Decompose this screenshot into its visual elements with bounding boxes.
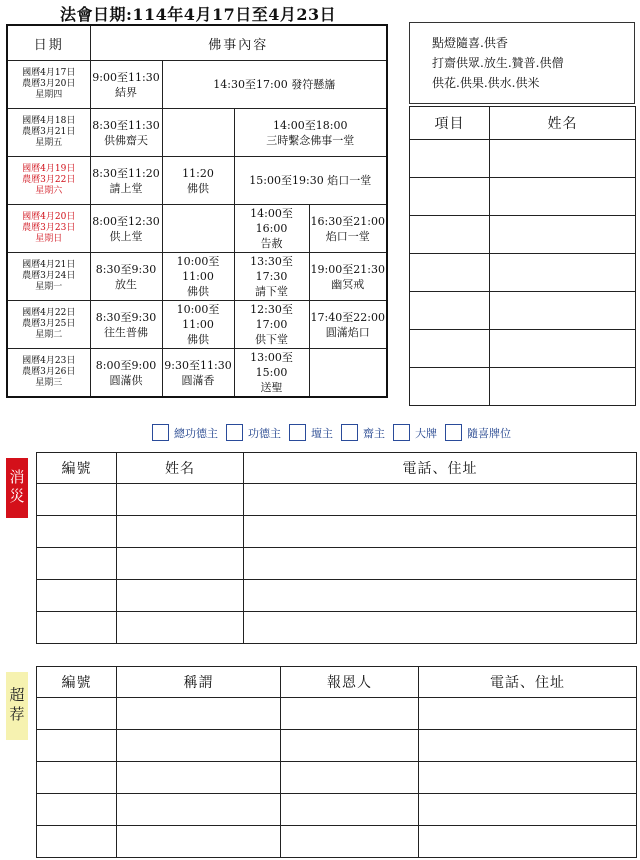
date-line: 星期四 xyxy=(35,90,63,100)
option-label: 總功德主 xyxy=(174,426,218,440)
chaojian-cell[interactable] xyxy=(281,762,419,794)
xiaozai-header-number: 編號 xyxy=(37,453,117,484)
date-line: 農曆3月25日 xyxy=(22,319,76,329)
chaojian-cell[interactable] xyxy=(37,826,117,858)
option-label: 功德主 xyxy=(248,426,281,440)
date-line: 農曆3月26日 xyxy=(22,367,76,377)
chaojian-cell[interactable] xyxy=(419,762,637,794)
date-line: 星期六 xyxy=(35,186,63,196)
chaojian-cell[interactable] xyxy=(117,698,281,730)
schedule-row xyxy=(7,61,387,109)
chaojian-label: 超荐 xyxy=(6,672,28,740)
event-line: 10:00至11:00 xyxy=(176,255,220,283)
lamp-header-item: 項目 xyxy=(410,107,490,140)
chaojian-cell[interactable] xyxy=(37,794,117,826)
lamp-offering-line: 點燈隨喜.供香 xyxy=(432,36,508,50)
lamp-name-cell[interactable] xyxy=(490,178,636,216)
event-cell xyxy=(309,253,387,301)
lamp-item-cell[interactable] xyxy=(410,292,490,330)
lamp-item-cell[interactable] xyxy=(410,330,490,368)
xiaozai-cell[interactable] xyxy=(37,612,117,644)
sponsor-option[interactable] xyxy=(226,424,281,441)
event-cell xyxy=(234,349,309,398)
lamp-header-row xyxy=(410,107,636,140)
schedule-row xyxy=(7,349,387,398)
event-line: 8:00至9:00 xyxy=(95,358,157,372)
lamp-row xyxy=(410,178,636,216)
chaojian-header-row xyxy=(37,667,637,698)
schedule-header-row xyxy=(7,25,387,61)
chaojian-header-filial: 報恩人 xyxy=(281,667,419,698)
date-line: 星期日 xyxy=(35,234,63,244)
lamp-row xyxy=(410,292,636,330)
chaojian-cell[interactable] xyxy=(117,730,281,762)
xiaozai-cell[interactable] xyxy=(117,516,244,548)
chaojian-cell[interactable] xyxy=(419,826,637,858)
lamp-table xyxy=(409,106,636,406)
schedule-date-cell xyxy=(7,205,90,253)
option-checkbox[interactable] xyxy=(341,424,358,441)
event-line: 佛供 xyxy=(187,333,209,346)
event-line: 9:00至11:30 xyxy=(92,70,160,84)
chaojian-body xyxy=(37,698,637,858)
date-line: 農曆3月24日 xyxy=(22,271,76,281)
xiaozai-header-row xyxy=(37,453,637,484)
xiaozai-table xyxy=(36,452,637,644)
lamp-name-cell[interactable] xyxy=(490,330,636,368)
sponsor-option[interactable] xyxy=(152,424,218,441)
event-line: 9:30至11:30 xyxy=(164,358,232,372)
xiaozai-cell[interactable] xyxy=(244,548,637,580)
schedule-date-cell xyxy=(7,301,90,349)
event-line: 14:30至17:00 發符懸旛 xyxy=(213,78,336,91)
event-line: 10:00至11:00 xyxy=(176,303,220,331)
event-cell xyxy=(162,157,234,205)
event-line: 16:30至21:00 xyxy=(310,214,385,228)
xiaozai-label: 消災 xyxy=(6,458,28,518)
chaojian-cell[interactable] xyxy=(281,730,419,762)
date-line: 星期二 xyxy=(35,330,63,340)
chaojian-cell[interactable] xyxy=(37,762,117,794)
event-line: 幽冥戒 xyxy=(331,277,365,291)
event-line: 15:00至19:30 焰口一堂 xyxy=(249,174,372,187)
event-line: 佛供 xyxy=(187,181,209,195)
lamp-offering-box xyxy=(409,22,635,104)
lamp-item-cell[interactable] xyxy=(410,368,490,406)
chaojian-row xyxy=(37,762,637,794)
date-line: 星期一 xyxy=(35,282,63,292)
chaojian-cell[interactable] xyxy=(281,698,419,730)
event-cell xyxy=(90,301,162,349)
date-line: 國曆4月19日 xyxy=(22,164,76,174)
option-checkbox[interactable] xyxy=(445,424,462,441)
date-line: 國曆4月20日 xyxy=(22,212,76,222)
schedule-date-cell xyxy=(7,157,90,205)
schedule-row xyxy=(7,253,387,301)
xiaozai-row xyxy=(37,612,637,644)
xiaozai-cell[interactable] xyxy=(37,516,117,548)
lamp-offering-line: 打齋供眾.放生.贊普.供僧 xyxy=(432,56,564,70)
event-line: 供佛齋天 xyxy=(104,133,148,147)
lamp-row xyxy=(410,368,636,406)
option-label: 齋主 xyxy=(363,426,385,440)
event-line: 請上堂 xyxy=(109,181,143,195)
event-line: 8:00至12:30 xyxy=(92,214,160,228)
date-line: 國曆4月22日 xyxy=(22,308,76,318)
event-cell xyxy=(90,61,162,109)
event-cell xyxy=(90,157,162,205)
chaojian-cell[interactable] xyxy=(281,826,419,858)
event-line: 17:40至22:00 xyxy=(310,310,385,324)
empty-cell xyxy=(162,109,234,157)
lamp-header-name: 姓名 xyxy=(490,107,636,140)
schedule-header-date: 日期 xyxy=(7,25,90,61)
event-line: 8:30至9:30 xyxy=(95,310,157,324)
chaojian-cell[interactable] xyxy=(37,730,117,762)
chaojian-header-contact: 電話、住址 xyxy=(419,667,637,698)
event-cell xyxy=(309,205,387,253)
chaojian-cell[interactable] xyxy=(419,698,637,730)
event-cell xyxy=(234,205,309,253)
event-line: 8:30至11:30 xyxy=(92,118,160,132)
sponsor-option[interactable] xyxy=(445,424,511,441)
chaojian-cell[interactable] xyxy=(117,794,281,826)
schedule-row xyxy=(7,205,387,253)
lamp-row xyxy=(410,216,636,254)
chaojian-row xyxy=(37,794,637,826)
option-checkbox[interactable] xyxy=(152,424,169,441)
event-line: 供下堂 xyxy=(255,333,288,346)
lamp-row xyxy=(410,254,636,292)
event-cell xyxy=(90,253,162,301)
event-line: 13:00至15:00 xyxy=(250,351,293,379)
event-line: 往生普佛 xyxy=(104,325,148,339)
event-line: 送聖 xyxy=(260,381,283,394)
event-cell xyxy=(234,157,387,205)
event-line: 放生 xyxy=(115,277,137,291)
event-line: 13:30至17:30 xyxy=(250,255,293,283)
event-line: 19:00至21:30 xyxy=(310,262,385,276)
xiaozai-row xyxy=(37,548,637,580)
event-line: 三時繫念佛事一堂 xyxy=(266,133,355,147)
chaojian-cell[interactable] xyxy=(117,826,281,858)
sponsor-option[interactable] xyxy=(341,424,385,441)
lamp-item-cell[interactable] xyxy=(410,254,490,292)
event-cell xyxy=(90,109,162,157)
sponsor-option[interactable] xyxy=(289,424,333,441)
event-line: 結界 xyxy=(115,85,137,99)
xiaozai-row xyxy=(37,516,637,548)
date-line: 農曆3月21日 xyxy=(22,127,76,137)
xiaozai-cell[interactable] xyxy=(244,516,637,548)
schedule-body xyxy=(7,61,387,398)
event-line: 14:00至18:00 xyxy=(273,118,348,132)
xiaozai-row xyxy=(37,580,637,612)
event-cell xyxy=(162,301,234,349)
lamp-item-cell[interactable] xyxy=(410,216,490,254)
event-line: 焰口一堂 xyxy=(325,229,370,243)
event-line: 圓滿香 xyxy=(181,373,215,387)
chaojian-cell[interactable] xyxy=(419,794,637,826)
event-cell xyxy=(162,253,234,301)
schedule-date-cell xyxy=(7,349,90,398)
event-line: 佛供 xyxy=(187,285,209,298)
option-label: 隨喜牌位 xyxy=(467,426,511,440)
lamp-name-cell[interactable] xyxy=(490,368,636,406)
event-line: 圓滿供 xyxy=(109,373,143,387)
page-title: 法會日期:114年4月17日至4月23日 xyxy=(60,5,337,24)
empty-cell xyxy=(162,205,234,253)
xiaozai-row xyxy=(37,484,637,516)
xiaozai-cell[interactable] xyxy=(117,580,244,612)
event-line: 11:20 xyxy=(182,166,214,180)
chaojian-cell[interactable] xyxy=(419,730,637,762)
date-line: 農曆3月23日 xyxy=(22,223,76,233)
lamp-row xyxy=(410,330,636,368)
sponsor-option[interactable] xyxy=(393,424,437,441)
event-line: 8:30至9:30 xyxy=(95,262,157,276)
event-line: 供上堂 xyxy=(109,229,143,243)
date-line: 星期五 xyxy=(35,138,63,148)
event-line: 圓滿焰口 xyxy=(325,325,370,339)
xiaozai-cell[interactable] xyxy=(117,548,244,580)
event-cell xyxy=(90,349,162,398)
event-line: 14:00至16:00 xyxy=(250,207,293,235)
lamp-row xyxy=(410,140,636,178)
xiaozai-body xyxy=(37,484,637,644)
schedule-row xyxy=(7,109,387,157)
xiaozai-cell[interactable] xyxy=(244,612,637,644)
schedule-table xyxy=(6,24,388,398)
xiaozai-cell[interactable] xyxy=(244,580,637,612)
lamp-name-cell[interactable] xyxy=(490,254,636,292)
option-label: 大牌 xyxy=(415,426,437,440)
date-line: 國曆4月23日 xyxy=(22,356,76,366)
schedule-row xyxy=(7,301,387,349)
chaojian-cell[interactable] xyxy=(117,762,281,794)
lamp-name-cell[interactable] xyxy=(490,140,636,178)
chaojian-header-title: 稱謂 xyxy=(117,667,281,698)
date-line: 星期三 xyxy=(35,378,63,388)
xiaozai-header-contact: 電話、住址 xyxy=(244,453,637,484)
event-line: 12:30至17:00 xyxy=(250,303,293,331)
empty-cell xyxy=(309,349,387,398)
lamp-body xyxy=(410,140,636,406)
schedule-date-cell xyxy=(7,109,90,157)
lamp-item-cell[interactable] xyxy=(410,140,490,178)
event-cell xyxy=(162,349,234,398)
chaojian-row xyxy=(37,730,637,762)
xiaozai-cell[interactable] xyxy=(117,484,244,516)
schedule-date-cell xyxy=(7,253,90,301)
date-line: 國曆4月21日 xyxy=(22,260,76,270)
event-line: 請下堂 xyxy=(255,285,288,298)
event-line: 告赦 xyxy=(260,237,283,250)
lamp-item-cell[interactable] xyxy=(410,178,490,216)
option-checkbox[interactable] xyxy=(289,424,306,441)
schedule-header-content: 佛事內容 xyxy=(90,25,387,61)
xiaozai-cell[interactable] xyxy=(117,612,244,644)
event-cell xyxy=(90,205,162,253)
lamp-offering-line: 供花.供果.供水.供米 xyxy=(432,76,540,90)
lamp-name-cell[interactable] xyxy=(490,292,636,330)
chaojian-table xyxy=(36,666,637,858)
xiaozai-header-name: 姓名 xyxy=(117,453,244,484)
date-line: 國曆4月18日 xyxy=(22,116,76,126)
date-line: 農曆3月20日 xyxy=(22,79,76,89)
date-line: 農曆3月22日 xyxy=(22,175,76,185)
option-label: 壇主 xyxy=(311,426,333,440)
lamp-name-cell[interactable] xyxy=(490,216,636,254)
chaojian-header-number: 編號 xyxy=(37,667,117,698)
chaojian-row xyxy=(37,698,637,730)
event-cell xyxy=(234,109,387,157)
date-line: 國曆4月17日 xyxy=(22,68,76,78)
option-checkbox[interactable] xyxy=(226,424,243,441)
event-cell xyxy=(162,61,387,109)
sponsor-options xyxy=(152,424,519,444)
schedule-row xyxy=(7,157,387,205)
chaojian-cell[interactable] xyxy=(281,794,419,826)
xiaozai-cell[interactable] xyxy=(37,580,117,612)
event-cell xyxy=(234,253,309,301)
event-cell xyxy=(234,301,309,349)
schedule-date-cell xyxy=(7,61,90,109)
option-checkbox[interactable] xyxy=(393,424,410,441)
xiaozai-cell[interactable] xyxy=(37,548,117,580)
chaojian-row xyxy=(37,826,637,858)
event-line: 8:30至11:20 xyxy=(92,166,160,180)
xiaozai-cell[interactable] xyxy=(244,484,637,516)
xiaozai-cell[interactable] xyxy=(37,484,117,516)
event-cell xyxy=(309,301,387,349)
chaojian-cell[interactable] xyxy=(37,698,117,730)
